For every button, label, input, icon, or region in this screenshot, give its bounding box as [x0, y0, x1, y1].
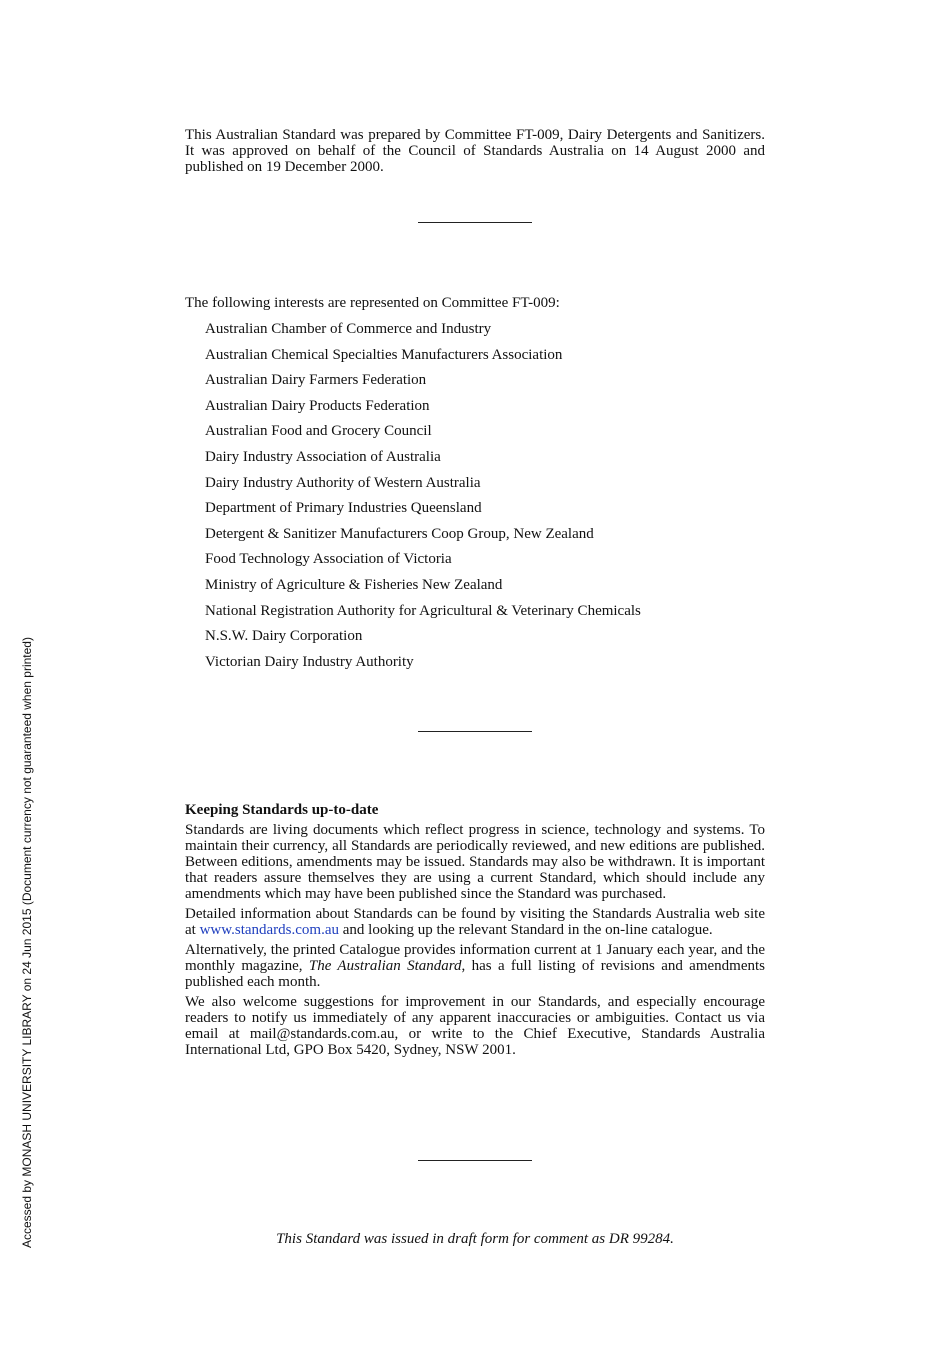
- committee-interests: [185, 294, 765, 678]
- list-item: Australian Chemical Specialties Manufacturers Association: [205, 346, 563, 363]
- section-divider: [418, 222, 532, 223]
- access-watermark: Accessed by MONASH UNIVERSITY LIBRARY on 24 Jun 2015 (Document currency not guaranteed when printed): [20, 637, 34, 1248]
- list-item: Department of Primary Industries Queensland: [205, 500, 482, 517]
- list-item: Food Technology Association of Victoria: [205, 551, 452, 568]
- section-divider: [418, 1160, 532, 1161]
- list-item: Victorian Dairy Industry Authority: [205, 653, 414, 670]
- paragraph: Alternatively, the printed Catalogue provides information current at 1 January each year, and the monthly magazine, The Australian Standard, has a full listing of revisions and amendments published each month.: [185, 942, 765, 990]
- standards-website-link[interactable]: www.standards.com.au: [199, 922, 339, 938]
- list-item: N.S.W. Dairy Corporation: [205, 628, 363, 645]
- list-item: Australian Food and Grocery Council: [205, 423, 432, 440]
- list-item: Dairy Industry Association of Australia: [205, 448, 441, 465]
- list-item: Dairy Industry Authority of Western Australia: [205, 474, 481, 491]
- paragraph: Detailed information about Standards can be found by visiting the Standards Australia web site at www.standards.com.au and looking up the relevant Standard in the on-line catalogue.: [185, 906, 765, 938]
- member-list: [185, 320, 765, 671]
- paragraph: Standards are living documents which reflect progress in science, technology and systems. To maintain their currency, all Standards are periodically reviewed, and new editions are published. Between editions, amendments may be issued. Standards may also be withdrawn. It is important that readers assure themselves they are using a current Standard, which should include any amendments which may have been published since the Standard was purchased.: [185, 822, 765, 902]
- section-divider: [418, 731, 532, 732]
- preparation-notice: This Australian Standard was prepared by Committee FT-009, Dairy Detergents and Sanitizers. It was approved on behalf of the Council of Standards Australia on 14 August 2000 and published on 19 December 2000.: [185, 127, 765, 175]
- keeping-standards-section: [185, 801, 765, 1062]
- section-title: Keeping Standards up-to-date: [185, 802, 379, 818]
- magazine-title: The Australian Standard: [308, 958, 462, 974]
- list-item: Detergent & Sanitizer Manufacturers Coop Group, New Zealand: [205, 525, 594, 542]
- list-item: Australian Dairy Products Federation: [205, 397, 430, 414]
- list-item: Australian Chamber of Commerce and Industry: [205, 321, 492, 337]
- list-item: Ministry of Agriculture & Fisheries New Zealand: [205, 576, 503, 593]
- list-item: Australian Dairy Farmers Federation: [205, 372, 427, 389]
- list-item: National Registration Authority for Agricultural & Veterinary Chemicals: [205, 602, 641, 619]
- interests-intro: The following interests are represented on Committee FT-009:: [185, 295, 560, 311]
- draft-notice: This Standard was issued in draft form for comment as DR 99284.: [276, 1231, 674, 1247]
- paragraph: We also welcome suggestions for improvement in our Standards, and especially encourage readers to notify us immediately of any apparent inaccuracies or ambiguities. Contact us via email at mail@standards.com.au, or write to the Chief Executive, Standards Australia International Ltd, GPO Box 5420, Sydney, NSW 2001.: [185, 994, 765, 1058]
